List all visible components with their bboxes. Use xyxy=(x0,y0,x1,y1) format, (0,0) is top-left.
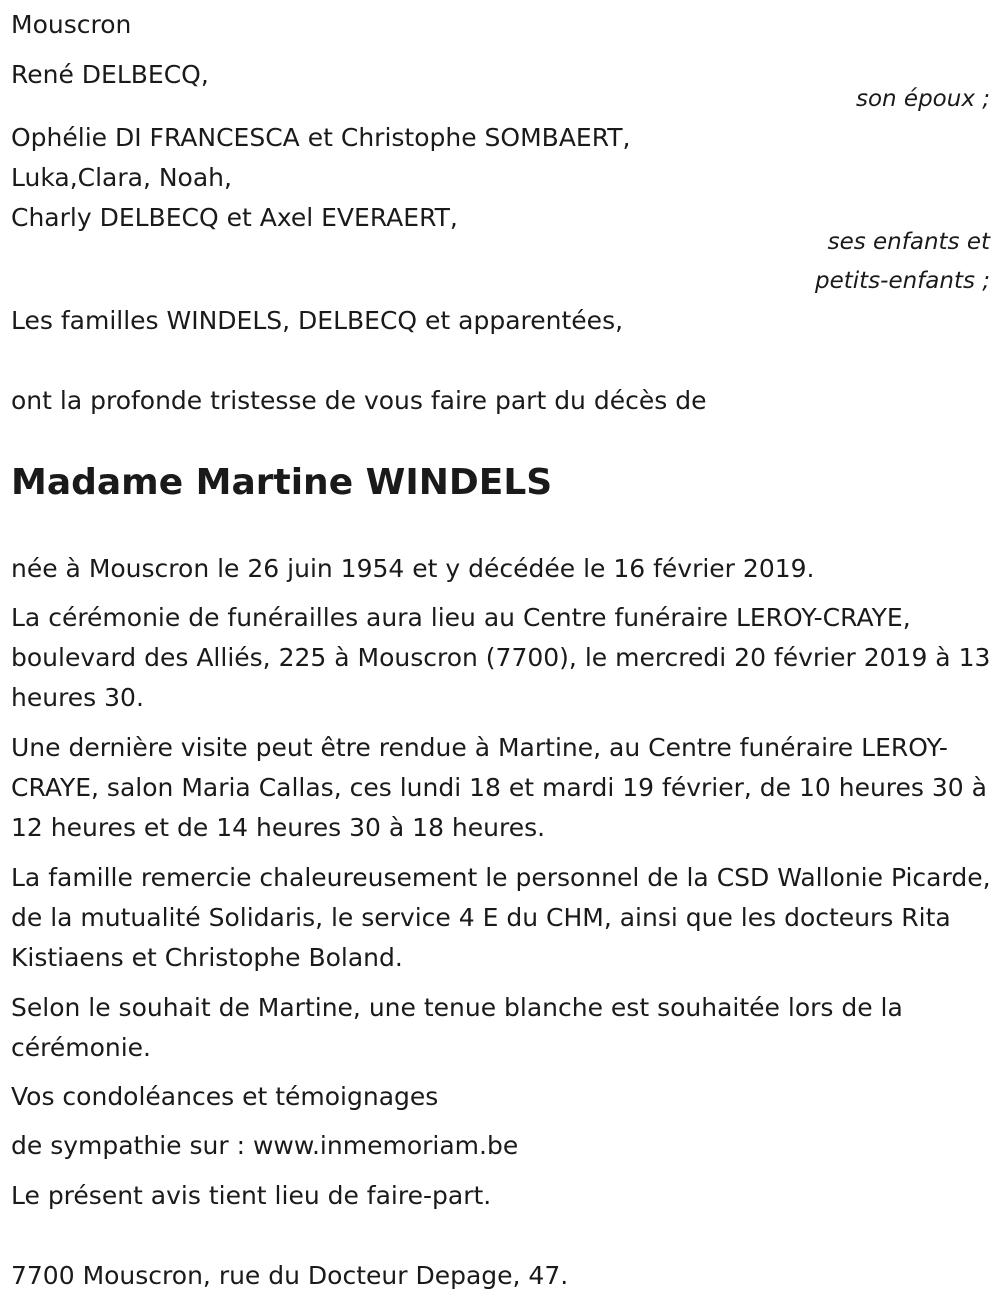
families-line: Les familles WINDELS, DELBECQ et apparentées, xyxy=(11,306,624,335)
ceremony-paragraph: La cérémonie de funérailles aura lieu au Centre funéraire LEROY-CRAYE, boulevard des Alliés, 225 à Mouscron (7700), le mercredi 20 février 2019 à 13 heures 30. xyxy=(11,603,991,712)
announcement-line: ont la profonde tristesse de vous faire part du décès de xyxy=(11,386,707,415)
child-line-2: Luka,Clara, Noah, xyxy=(11,163,232,192)
wish-paragraph: Selon le souhait de Martine, une tenue blanche est souhaitée lors de la cérémonie. xyxy=(11,993,903,1062)
child-line-1: Ophélie DI FRANCESCA et Christophe SOMBAERT, xyxy=(11,123,631,152)
deceased-name: Madame Martine WINDELS xyxy=(11,462,553,503)
condolences-line-2: de sympathie sur : www.inmemoriam.be xyxy=(11,1131,519,1160)
spouse-name: René DELBECQ, xyxy=(11,60,209,89)
visit-paragraph: Une dernière visite peut être rendue à Martine, au Centre funéraire LEROY-CRAYE, salon Maria Callas, ces lundi 18 et mardi 19 février, de 10 heures 30 à 12 heures et de 14 heures 30 à 18 heures. xyxy=(11,733,987,842)
thanks-paragraph: La famille remercie chaleureusement le personnel de la CSD Wallonie Picarde, de la mutualité Solidaris, le service 4 E du CHM, ainsi que les docteurs Rita Kistiaens et Christophe Boland. xyxy=(11,863,991,972)
child-line-3: Charly DELBECQ et Axel EVERAERT, xyxy=(11,203,458,232)
notice-line: Le présent avis tient lieu de faire-part. xyxy=(11,1181,492,1210)
city-header: Mouscron xyxy=(11,10,132,39)
children-role-2: petits-enfants ; xyxy=(814,268,990,294)
condolences-line-1: Vos condoléances et témoignages xyxy=(11,1082,439,1111)
address-line: 7700 Mouscron, rue du Docteur Depage, 47. xyxy=(11,1261,569,1290)
birth-death-line: née à Mouscron le 26 juin 1954 et y décédée le 16 février 2019. xyxy=(11,554,815,583)
spouse-role: son époux ; xyxy=(855,86,990,112)
children-role-1: ses enfants et xyxy=(827,229,990,255)
